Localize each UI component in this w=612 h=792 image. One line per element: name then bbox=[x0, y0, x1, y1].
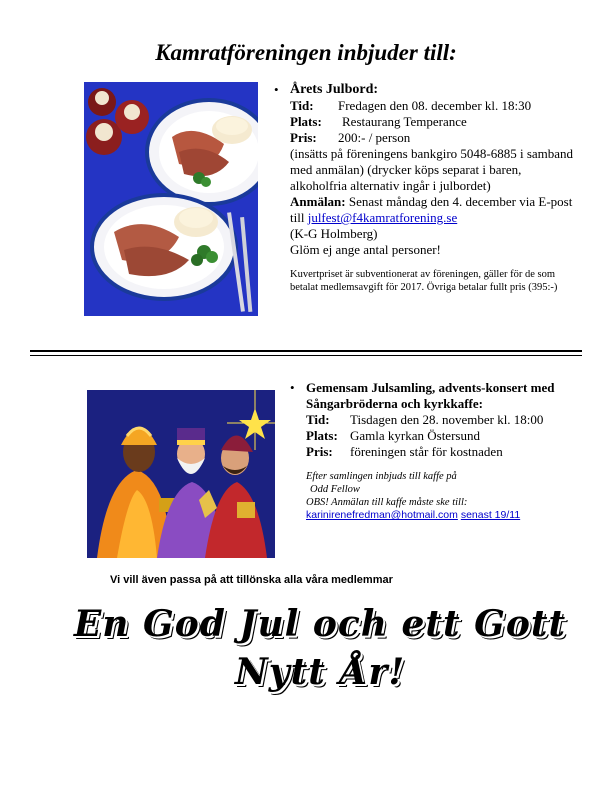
plats-value-2: Gamla kyrkan Östersund bbox=[350, 428, 480, 443]
three-kings-illustration bbox=[87, 390, 275, 558]
plats-value: Restaurang Temperance bbox=[342, 114, 467, 129]
pris-value: 200:- / person bbox=[338, 130, 411, 145]
section-divider-thin bbox=[30, 355, 582, 356]
julbord-heading: Årets Julbord: bbox=[290, 82, 379, 97]
pris-note: (insätts på föreningens bankgiro 5048-6885 i samband med anmälan) (drycker köps separat i baren, alkoholfria alternativ ingår i julbordet) bbox=[290, 146, 574, 193]
section-divider bbox=[30, 350, 582, 352]
plats-label: Plats: bbox=[290, 114, 322, 129]
karin-email-link[interactable]: karinirenefredman@hotmail.com bbox=[306, 509, 458, 521]
food-plates-illustration bbox=[84, 82, 258, 316]
julbord-section bbox=[274, 82, 574, 294]
julsamling-heading: Gemensam Julsamling, advents-konsert med Sångarbröderna och kyrkkaffe: bbox=[306, 380, 555, 411]
reminder-text: Glöm ej ange antal personer! bbox=[290, 242, 441, 257]
page-title: Kamratföreningen inbjuder till: bbox=[155, 40, 457, 65]
pris-label: Pris: bbox=[290, 130, 317, 145]
tid-value: Fredagen den 08. december kl. 18:30 bbox=[338, 98, 532, 113]
bullet-icon-2: • bbox=[290, 380, 295, 395]
coffee-obs: OBS! Anmälan till kaffe måste ske till: bbox=[306, 497, 468, 508]
christmas-greeting: En God Jul och ett Gott Nytt År! bbox=[73, 603, 567, 693]
julsamling-section bbox=[290, 380, 580, 522]
pris-value-2: föreningen står för kostnaden bbox=[350, 444, 503, 459]
tid-label-2: Tid: bbox=[306, 412, 330, 427]
tid-value-2: Tisdagen den 28. november kl. 18:00 bbox=[350, 412, 544, 427]
anmalan-value: Senast måndag den 4. december via E-post till bbox=[290, 194, 573, 225]
bullet-icon: • bbox=[274, 82, 279, 97]
plats-label-2: Plats: bbox=[306, 428, 338, 443]
coffee-venue: Odd Fellow bbox=[310, 484, 360, 495]
tid-label: Tid: bbox=[290, 98, 314, 113]
anmalan-label: Anmälan: bbox=[290, 194, 346, 209]
contact-person: (K-G Holmberg) bbox=[290, 226, 378, 241]
julbord-food-image bbox=[84, 82, 258, 316]
wish-text: Vi vill även passa på att tillönska alla våra medlemmar bbox=[110, 574, 393, 586]
coffee-note: Efter samlingen inbjuds till kaffe på bbox=[306, 471, 457, 482]
three-kings-image bbox=[87, 390, 275, 558]
pris-label-2: Pris: bbox=[306, 444, 333, 459]
fine-print: Kuvertpriset är subventionerat av föreningen, gäller för de som betalat medlemsavgift för 2017. Övriga betalar fullt pris (395:-) bbox=[290, 269, 558, 293]
deadline-text: senast 19/11 bbox=[460, 509, 521, 521]
julfest-email-link[interactable]: julfest@f4kamratforening.se bbox=[307, 210, 458, 225]
